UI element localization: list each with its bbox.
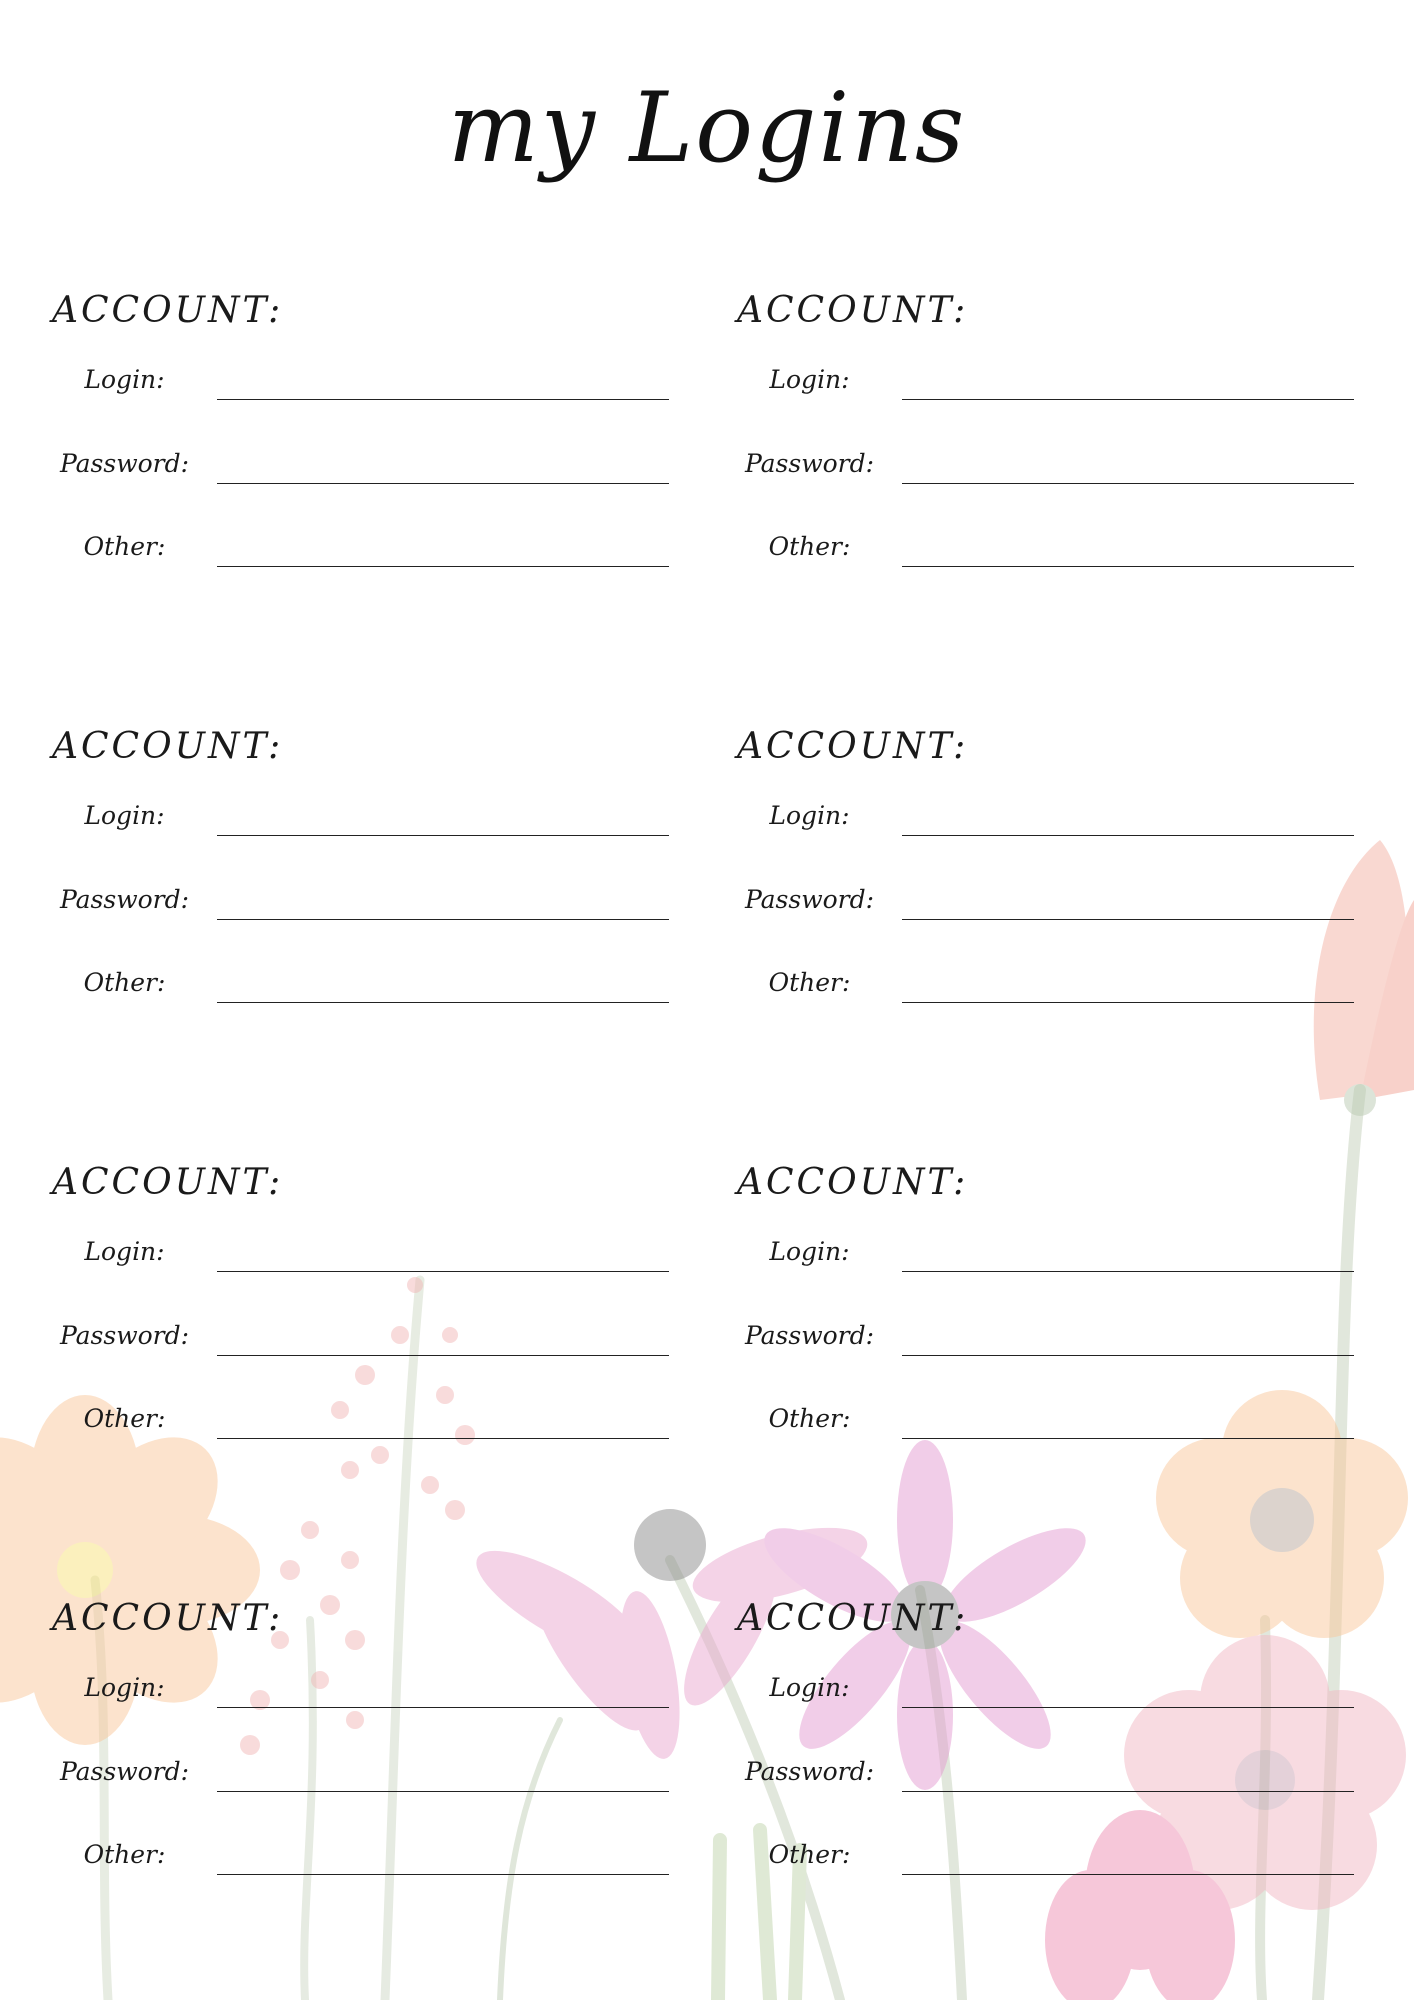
login-field-row bbox=[737, 796, 1377, 836]
password-field-label: Password: bbox=[744, 449, 875, 478]
password-field-row bbox=[737, 1316, 1377, 1356]
account-block bbox=[52, 1162, 692, 1492]
password-field-blank-line[interactable] bbox=[217, 483, 669, 484]
other-field-blank-line[interactable] bbox=[902, 1002, 1354, 1003]
account-block bbox=[737, 1162, 1377, 1492]
account-block bbox=[52, 1598, 692, 1928]
other-field-blank-line[interactable] bbox=[902, 1438, 1354, 1439]
login-field-row bbox=[52, 796, 692, 836]
page-title: my Logins bbox=[447, 72, 967, 184]
login-field-row bbox=[737, 1668, 1377, 1708]
login-field-label: Login: bbox=[769, 1673, 850, 1702]
login-field-blank-line[interactable] bbox=[902, 835, 1354, 836]
other-field-row bbox=[52, 1835, 692, 1875]
other-field-row bbox=[737, 963, 1377, 1003]
other-field-row bbox=[737, 1399, 1377, 1439]
account-label: ACCOUNT: bbox=[52, 290, 284, 331]
password-field-blank-line[interactable] bbox=[902, 483, 1354, 484]
other-field-label: Other: bbox=[83, 1404, 166, 1433]
account-block bbox=[737, 290, 1377, 620]
other-field-blank-line[interactable] bbox=[217, 566, 669, 567]
password-field-row bbox=[52, 1316, 692, 1356]
other-field-blank-line[interactable] bbox=[902, 1874, 1354, 1875]
password-field-label: Password: bbox=[59, 449, 190, 478]
account-label: ACCOUNT: bbox=[52, 1598, 284, 1639]
login-field-label: Login: bbox=[769, 365, 850, 394]
login-field-label: Login: bbox=[769, 1237, 850, 1266]
password-field-label: Password: bbox=[59, 1757, 190, 1786]
password-field-row bbox=[52, 880, 692, 920]
password-field-row bbox=[52, 1752, 692, 1792]
account-label: ACCOUNT: bbox=[737, 726, 969, 767]
password-field-label: Password: bbox=[744, 885, 875, 914]
other-field-label: Other: bbox=[768, 1840, 851, 1869]
login-field-blank-line[interactable] bbox=[217, 835, 669, 836]
other-field-blank-line[interactable] bbox=[902, 566, 1354, 567]
other-field-row bbox=[52, 1399, 692, 1439]
password-field-row bbox=[52, 444, 692, 484]
password-field-blank-line[interactable] bbox=[902, 1791, 1354, 1792]
account-block bbox=[52, 726, 692, 1056]
account-label: ACCOUNT: bbox=[737, 1162, 969, 1203]
login-field-blank-line[interactable] bbox=[902, 1707, 1354, 1708]
other-field-blank-line[interactable] bbox=[217, 1874, 669, 1875]
other-field-row bbox=[52, 963, 692, 1003]
account-label: ACCOUNT: bbox=[52, 726, 284, 767]
login-field-row bbox=[52, 360, 692, 400]
password-field-label: Password: bbox=[744, 1757, 875, 1786]
login-field-label: Login: bbox=[84, 365, 165, 394]
password-field-label: Password: bbox=[59, 1321, 190, 1350]
account-block bbox=[737, 726, 1377, 1056]
password-field-blank-line[interactable] bbox=[217, 1791, 669, 1792]
login-field-label: Login: bbox=[769, 801, 850, 830]
login-field-blank-line[interactable] bbox=[217, 1271, 669, 1272]
password-field-blank-line[interactable] bbox=[217, 1355, 669, 1356]
account-label: ACCOUNT: bbox=[737, 1598, 969, 1639]
other-field-label: Other: bbox=[83, 968, 166, 997]
login-field-row bbox=[737, 360, 1377, 400]
password-field-row bbox=[737, 444, 1377, 484]
account-label: ACCOUNT: bbox=[737, 290, 969, 331]
password-field-row bbox=[737, 880, 1377, 920]
other-field-label: Other: bbox=[768, 968, 851, 997]
account-block bbox=[52, 290, 692, 620]
login-field-row bbox=[737, 1232, 1377, 1272]
account-block bbox=[737, 1598, 1377, 1928]
other-field-blank-line[interactable] bbox=[217, 1438, 669, 1439]
password-field-row bbox=[737, 1752, 1377, 1792]
password-field-blank-line[interactable] bbox=[902, 1355, 1354, 1356]
other-field-row bbox=[737, 527, 1377, 567]
login-field-blank-line[interactable] bbox=[217, 399, 669, 400]
login-field-blank-line[interactable] bbox=[902, 1271, 1354, 1272]
login-field-blank-line[interactable] bbox=[217, 1707, 669, 1708]
login-field-row bbox=[52, 1232, 692, 1272]
other-field-row bbox=[737, 1835, 1377, 1875]
other-field-label: Other: bbox=[83, 532, 166, 561]
other-field-row bbox=[52, 527, 692, 567]
password-field-blank-line[interactable] bbox=[217, 919, 669, 920]
login-field-label: Login: bbox=[84, 801, 165, 830]
login-field-label: Login: bbox=[84, 1237, 165, 1266]
login-field-label: Login: bbox=[84, 1673, 165, 1702]
other-field-label: Other: bbox=[768, 532, 851, 561]
login-field-blank-line[interactable] bbox=[902, 399, 1354, 400]
other-field-label: Other: bbox=[83, 1840, 166, 1869]
other-field-label: Other: bbox=[768, 1404, 851, 1433]
password-field-blank-line[interactable] bbox=[902, 919, 1354, 920]
password-field-label: Password: bbox=[59, 885, 190, 914]
account-label: ACCOUNT: bbox=[52, 1162, 284, 1203]
other-field-blank-line[interactable] bbox=[217, 1002, 669, 1003]
login-field-row bbox=[52, 1668, 692, 1708]
password-field-label: Password: bbox=[744, 1321, 875, 1350]
